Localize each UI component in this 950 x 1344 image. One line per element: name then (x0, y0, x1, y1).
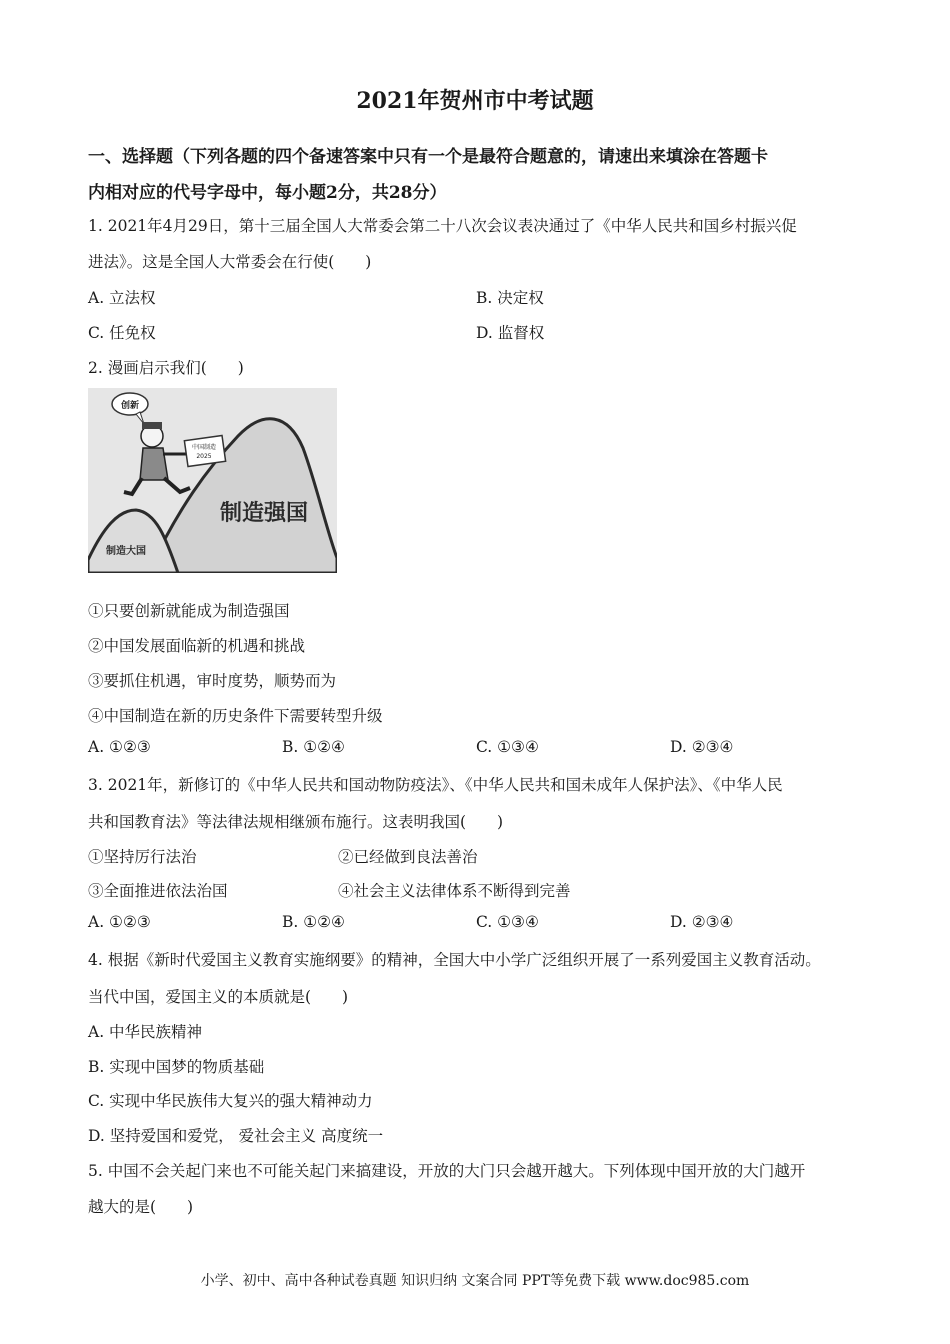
q3-statement-2: ②已经做到良法善治 (338, 848, 478, 866)
q1-option-b: B. 决定权 (476, 289, 544, 307)
comic-small-text: 制造大国 (106, 546, 146, 557)
q3-option-c: C. ①③④ (476, 913, 539, 931)
q1-option-d: D. 监督权 (476, 324, 545, 342)
q2-statement-4: ④中国制造在新的历史条件下需要转型升级 (88, 707, 383, 725)
q4-option-a: A. 中华民族精神 (88, 1023, 203, 1041)
comic-sign-line2: 2025 (196, 453, 212, 460)
q4-option-d: D. 坚持爱国和爱党， 爱社会主义 高度统一 (88, 1127, 384, 1145)
q2-stem: 2. 漫画启示我们( ) (88, 359, 244, 377)
q1-option-a: A. 立法权 (88, 289, 156, 307)
q3-option-b: B. ①②④ (282, 913, 345, 931)
q4-option-b: B. 实现中国梦的物质基础 (88, 1058, 265, 1076)
q4-stem-line1: 4. 根据《新时代爱国主义教育实施纲要》的精神，全国大中小学广泛组织开展了一系列爱国主义教育活动。 (88, 951, 821, 969)
q2-statement-2: ②中国发展面临新的机遇和挑战 (88, 637, 306, 655)
q3-option-d: D. ②③④ (670, 913, 734, 931)
q1-stem-line1: 1. 2021年4月29日，第十三届全国人大常委会第二十八次会议表决通过了《中华人民共和国乡村振兴促 (88, 217, 797, 235)
q2-cartoon-image (88, 388, 337, 573)
comic-sign-line1: 中国制造 (191, 444, 217, 451)
q3-statement-4: ④社会主义法律体系不断得到完善 (338, 882, 571, 900)
q2-statement-3: ③要抓住机遇，审时度势，顺势而为 (88, 672, 337, 690)
q4-stem-line2: 当代中国，爱国主义的本质就是( ) (88, 988, 349, 1006)
q3-statement-3: ③全面推进依法治国 (88, 882, 228, 900)
q1-option-c: C. 任免权 (88, 324, 156, 342)
q3-stem-line1: 3. 2021年，新修订的《中华人民共和国动物防疫法》、《中华人民共和国未成年人保护法》、《中华人民 (88, 776, 783, 794)
comic-big-text: 制造强国 (219, 501, 309, 526)
comic-bubble-text: 创新 (120, 401, 140, 411)
page-footer: 小学、初中、高中各种试卷真题 知识归纳 文案合同 PPT等免费下载 www.doc985.com (200, 1273, 750, 1289)
q3-stem-line2: 共和国教育法》等法律法规相继颁布施行。这表明我国( ) (88, 813, 504, 831)
q5-stem-line1: 5. 中国不会关起门来也不可能关起门来搞建设，开放的大门只会越开越大。下列体现中国开放的大门越开 (88, 1162, 806, 1180)
q2-option-c: C. ①③④ (476, 738, 539, 756)
section-heading-line1: 一、选择题（下列各题的四个备速答案中只有一个是最符合题意的，请速出来填涂在答题卡 (88, 147, 768, 167)
q2-statement-1: ①只要创新就能成为制造强国 (88, 602, 290, 620)
q2-option-d: D. ②③④ (670, 738, 734, 756)
q3-statement-1: ①坚持厉行法治 (88, 848, 197, 866)
q3-option-a: A. ①②③ (88, 913, 151, 931)
q2-option-a: A. ①②③ (88, 738, 151, 756)
q5-stem-line2: 越大的是( ) (88, 1198, 194, 1216)
page-title: 2021年贺州市中考试题 (356, 88, 594, 114)
q2-option-b: B. ①②④ (282, 738, 345, 756)
q4-option-c: C. 实现中华民族伟大复兴的强大精神动力 (88, 1092, 373, 1110)
q1-stem-line2: 进法》。这是全国人大常委会在行使( ) (88, 253, 372, 271)
section-heading-line2: 内相对应的代号字母中，每小题2分，共28分） (88, 183, 447, 203)
